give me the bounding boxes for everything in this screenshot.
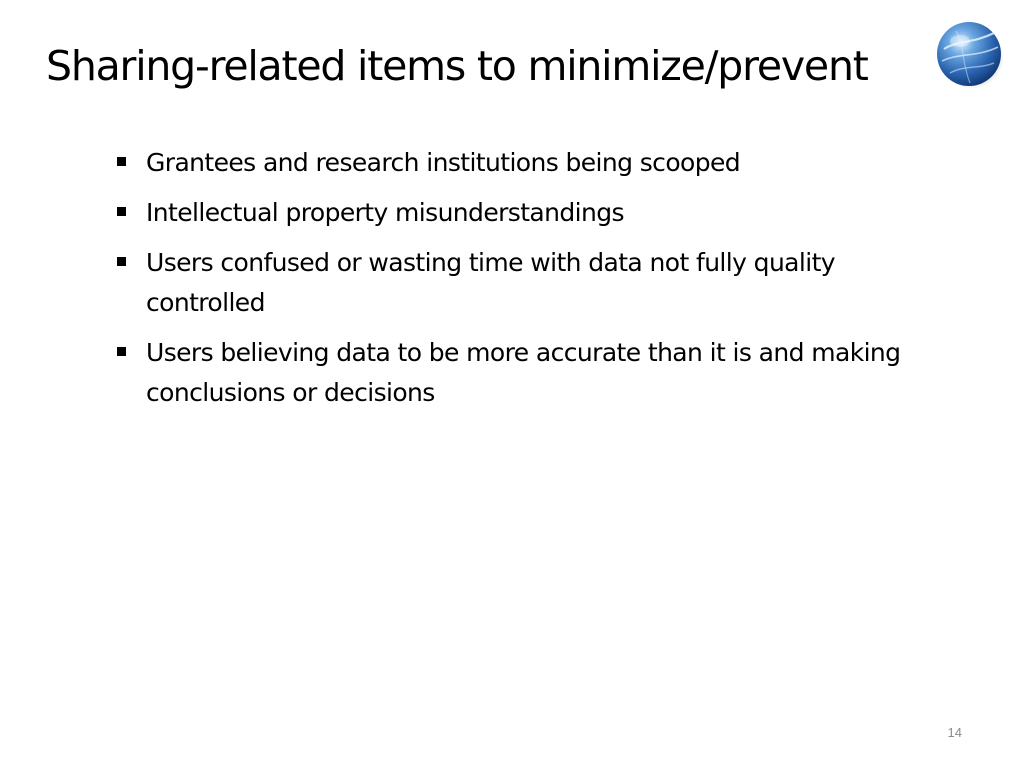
bullet-item bbox=[114, 193, 954, 233]
bullet-item bbox=[114, 243, 954, 323]
bullet-text: Intellectual property misunderstandings bbox=[146, 198, 624, 227]
slide-title: Sharing-related items to minimize/prevent bbox=[46, 42, 868, 90]
bullet-item bbox=[114, 333, 954, 413]
square-bullet-icon bbox=[117, 347, 126, 356]
bullet-text: Users confused or wasting time with data not fully quality controlled bbox=[146, 248, 835, 317]
bullet-item bbox=[114, 143, 954, 183]
bullet-text: Users believing data to be more accurate than it is and making conclusions or decisions bbox=[146, 338, 901, 407]
bullet-list bbox=[114, 143, 954, 423]
square-bullet-icon bbox=[117, 207, 126, 216]
bullet-text: Grantees and research institutions being scooped bbox=[146, 148, 741, 177]
globe-icon bbox=[934, 19, 1004, 89]
square-bullet-icon bbox=[117, 257, 126, 266]
page-number: 14 bbox=[947, 725, 962, 740]
square-bullet-icon bbox=[117, 157, 126, 166]
